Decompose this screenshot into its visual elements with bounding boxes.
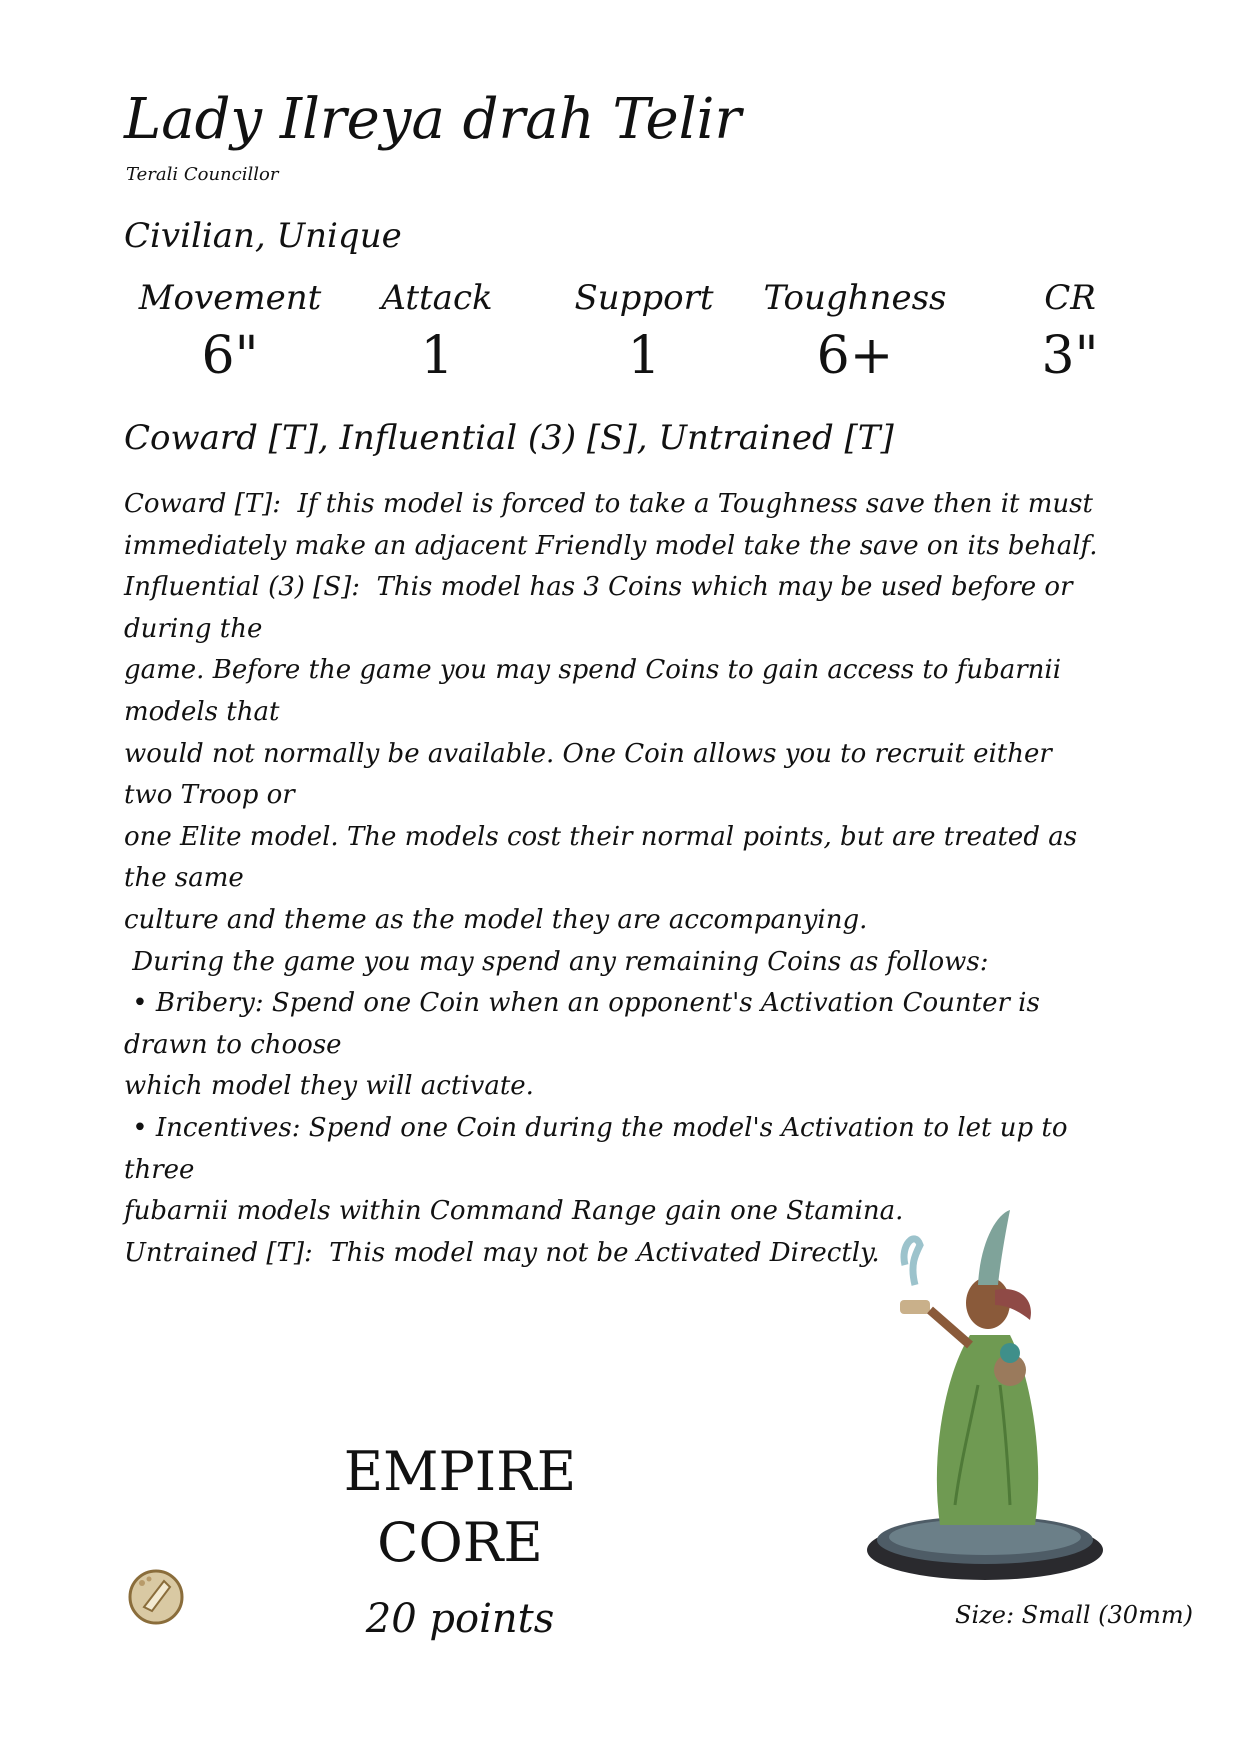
rules-line: one Elite model. The models cost their normal points, but are treated as the same xyxy=(124,821,1086,894)
stat-value: 6" xyxy=(201,326,259,386)
stat-value: 6+ xyxy=(816,326,894,386)
rules-line: fubarnii models within Command Range gain one Stamina. xyxy=(124,1196,904,1227)
abilities-line: Coward [T], Influential (3) [S], Untrained [T] xyxy=(124,418,894,458)
model-subtitle: Terali Councillor xyxy=(126,164,279,185)
rules-line: immediately make an adjacent Friendly model take the save on its behalf. xyxy=(124,530,1098,561)
stat-value: 1 xyxy=(627,326,661,386)
model-name: Lady Ilreya drah Telir xyxy=(124,87,742,152)
stat-toughness xyxy=(755,278,955,386)
stat-value: 1 xyxy=(420,326,454,386)
stat-label: Attack xyxy=(381,278,493,318)
rules-line: would not normally be available. One Coin allows you to recruit either two Troop or xyxy=(124,738,1061,811)
rules-line: Influential (3) [S]: This model has 3 Coins which may be used before or during the xyxy=(124,572,1081,644)
stat-label: Movement xyxy=(138,278,322,318)
stat-value: 3" xyxy=(1041,326,1099,386)
rules-line: Untrained [T]: This model may not be Activated Directly. xyxy=(124,1237,880,1268)
stat-support xyxy=(544,278,744,386)
stat-label: CR xyxy=(1044,278,1096,318)
rules-line: game. Before the game you may spend Coins to gain access to fubarnii models that xyxy=(124,655,1070,727)
rules-text xyxy=(124,484,1104,1274)
rules-line: which model they will activate. xyxy=(124,1071,534,1102)
rules-line: During the game you may spend any remaining Coins as follows: xyxy=(124,946,989,977)
stat-cr xyxy=(970,278,1170,386)
rules-line: culture and theme as the model they are accompanying. xyxy=(124,904,868,935)
miniature-photo xyxy=(860,1205,1110,1585)
base-size: Size: Small (30mm) xyxy=(955,1601,1193,1629)
faction-name: EMPIRE xyxy=(343,1440,577,1503)
faction-tier: CORE xyxy=(377,1511,543,1574)
rules-line: • Incentives: Spend one Coin during the model's Activation to let up to three xyxy=(124,1112,1076,1185)
stat-attack xyxy=(337,278,537,386)
stat-label: Toughness xyxy=(763,278,947,318)
model-keywords: Civilian, Unique xyxy=(124,216,402,256)
stat-label: Support xyxy=(574,278,714,318)
publisher-logo-icon xyxy=(126,1567,186,1627)
rules-line: • Bribery: Spend one Coin when an opponent's Activation Counter is drawn to choose xyxy=(124,988,1049,1060)
stat-movement xyxy=(130,278,330,386)
rules-line: Coward [T]: If this model is forced to take a Toughness save then it must xyxy=(124,489,1093,519)
points-cost: 20 points xyxy=(365,1596,555,1642)
